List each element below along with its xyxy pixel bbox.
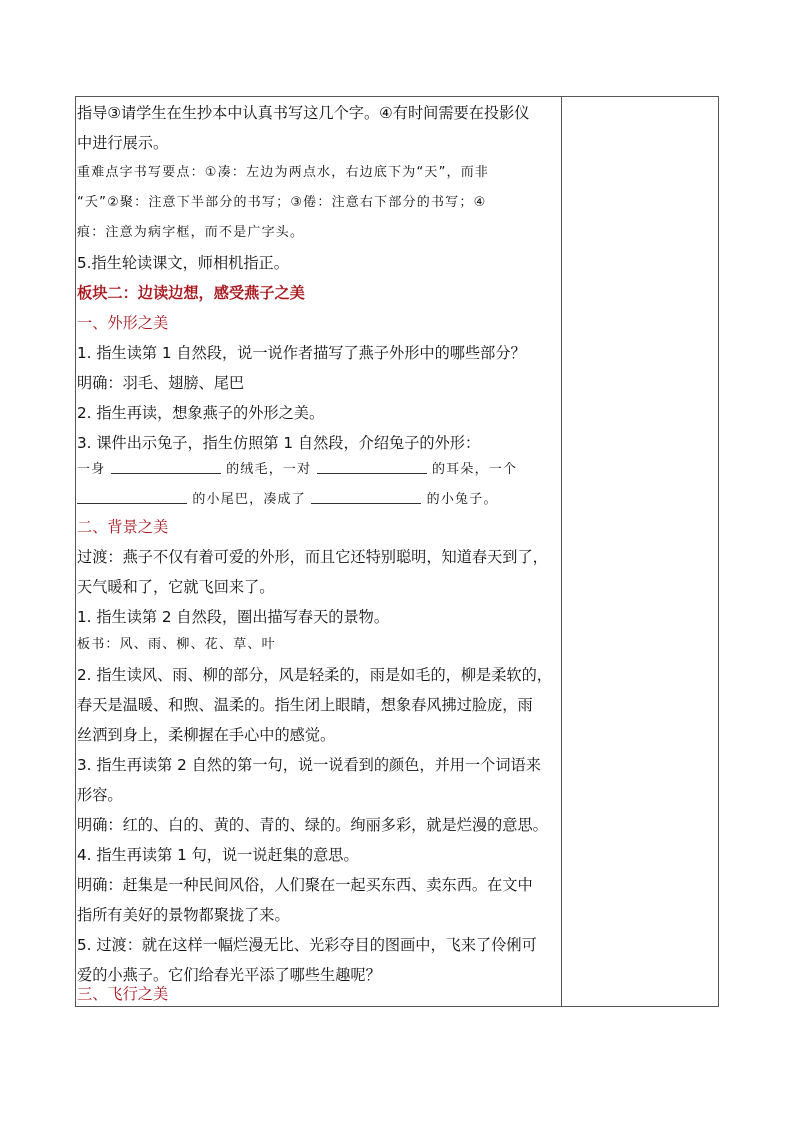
fill-in-text: 一身: [77, 462, 106, 477]
fill-in-text: 的绒毛，一对: [226, 462, 312, 477]
text-line: 5.指生轮读课文，师相机指正。: [77, 254, 289, 272]
text-line: 明确：羽毛、翅膀、尾巴: [77, 374, 245, 392]
text-line: 重难点字书写要点：①凑：左边为两点水，右边底下为“天”，而非: [77, 165, 490, 180]
text-line: 春天是温暖、和煦、温柔的。指生闭上眼睛，想象春风拂过脸庞，雨: [77, 696, 533, 714]
text-line: 板书：风、雨、柳、花、草、叶: [77, 637, 276, 652]
fill-in-text: 的小尾巴，凑成了: [192, 492, 306, 507]
text-line: 中进行展示。: [77, 134, 169, 152]
fill-in-blank[interactable]: [111, 459, 221, 474]
fill-in-line-2: [77, 487, 561, 513]
text-line: 3. 课件出示兔子，指生仿照第 1 自然段，介绍兔子的外形：: [77, 434, 481, 452]
text-line: 5. 过渡：就在这样一幅烂漫无比、光彩夺目的图画中，飞来了伶俐可: [77, 936, 537, 954]
text-line: 天气暖和了，它就飞回来了。: [77, 578, 275, 596]
text-line: 1. 指生读第 1 自然段，说一说作者描写了燕子外形中的哪些部分？: [77, 344, 526, 362]
subsection-heading: 三、飞行之美: [77, 985, 169, 1003]
text-line: 过渡：燕子不仅有着可爱的外形，而且它还特别聪明，知道春天到了，: [77, 548, 548, 566]
fill-in-text: 的耳朵，一个: [431, 462, 518, 477]
text-line: 痕：注意为病字框，而不是广字头。: [77, 225, 305, 240]
text-line: 爱的小燕子。它们给春光平添了哪些生趣呢？: [77, 966, 381, 984]
text-line: 指导③请学生在生抄本中认真书写这几个字。④有时间需要在投影仪: [77, 104, 530, 122]
fill-in-blank[interactable]: [317, 459, 427, 474]
text-line: 3. 指生再读第 2 自然的第一句，说一说看到的颜色，并用一个词语来: [77, 756, 541, 774]
fill-in-blank[interactable]: [311, 489, 421, 504]
section-heading: 板块二：边读边想，感受燕子之美: [77, 284, 305, 302]
subsection-heading: 一、外形之美: [77, 314, 169, 332]
text-line: 1. 指生读第 2 自然段，圈出描写春天的景物。: [77, 608, 390, 626]
fill-in-blank[interactable]: [77, 489, 187, 504]
text-line: 2. 指生读风、雨、柳的部分，风是轻柔的，雨是如毛的，柳是柔软的，: [77, 666, 552, 684]
lesson-plan-table: [75, 96, 719, 1007]
text-line: 指所有美好的景物都聚拢了来。: [77, 906, 290, 924]
text-line: 明确：赶集是一种民间风俗，人们聚在一起买东西、卖东西。在文中: [77, 876, 533, 894]
text-line: 明确：红的、白的、黄的、青的、绿的。绚丽多彩，就是烂漫的意思。: [77, 816, 548, 834]
text-line: “夭”②聚：注意下半部分的书写；③倦：注意右下部分的书写；④: [77, 195, 487, 210]
lesson-content-column: [76, 97, 562, 1006]
fill-in-line-1: [77, 457, 561, 483]
text-line: 形容。: [77, 786, 123, 804]
subsection-heading: 二、背景之美: [77, 518, 169, 536]
fill-in-text: 的小兔子。: [426, 492, 498, 507]
text-line: 2. 指生再读，想象燕子的外形之美。: [77, 404, 325, 422]
notes-column: [562, 97, 718, 1006]
text-line: 丝洒到身上，柔柳握在手心中的感觉。: [77, 726, 336, 744]
text-line: 4. 指生再读第 1 句，说一说赶集的意思。: [77, 846, 359, 864]
